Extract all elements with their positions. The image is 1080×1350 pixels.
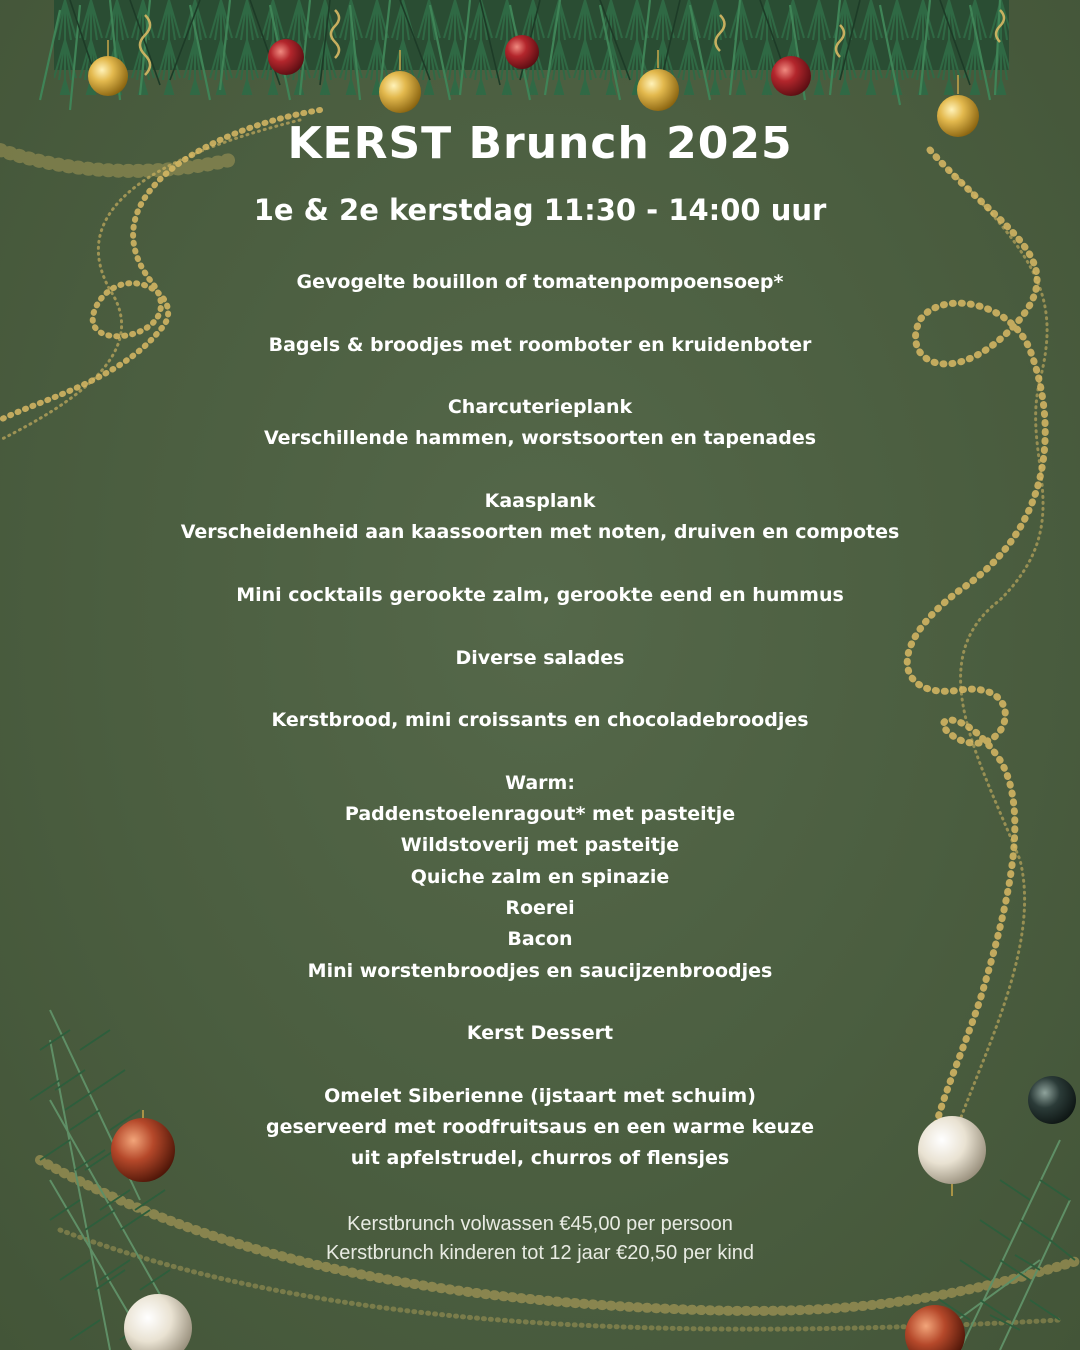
- menu-list: [0, 267, 1080, 1175]
- menu-item: Verscheidenheid aan kaassoorten met noten, druiven en compotes: [180, 521, 900, 544]
- menu-item: Mini worstenbroodjes en saucijzenbroodjes: [307, 959, 773, 982]
- menu-item: uit apfelstrudel, churros of flensjes: [350, 1147, 730, 1170]
- menu-item-heading: Kerst Dessert: [466, 1022, 614, 1045]
- menu-item-heading: Charcuterieplank: [447, 396, 633, 419]
- menu-item: Gevogelte bouillon of tomatenpompoensoep*: [296, 271, 784, 293]
- menu-item: Diverse salades: [455, 646, 625, 669]
- poster-subtitle: 1e & 2e kerstdag 11:30 - 14:00 uur: [253, 193, 827, 227]
- menu-item: Wildstoverij met pasteitje: [400, 834, 680, 857]
- menu-item-heading: Warm:: [505, 771, 575, 794]
- menu-item: geserveerd met roodfruitsaus en een warme keuze: [265, 1116, 815, 1139]
- menu-item: Omelet Siberienne (ijstaart met schuim): [324, 1084, 756, 1107]
- menu-item: Verschillende hammen, worstsoorten en tapenades: [263, 427, 817, 450]
- menu-item: Bagels & broodjes met roomboter en kruidenboter: [268, 333, 812, 356]
- poster-title: KERST Brunch 2025: [287, 118, 793, 169]
- menu-item: Roerei: [505, 896, 575, 919]
- menu-item: Mini cocktails gerookte zalm, gerookte eend en hummus: [236, 583, 844, 606]
- price-child: Kerstbrunch kinderen tot 12 jaar €20,50 per kind: [325, 1242, 755, 1264]
- price-list: [0, 1210, 1080, 1268]
- menu-item-heading: Kaasplank: [484, 490, 596, 513]
- price-adult: Kerstbrunch volwassen €45,00 per persoon: [347, 1213, 733, 1235]
- menu-item: Quiche zalm en spinazie: [410, 865, 670, 888]
- menu-item: Bacon: [507, 928, 573, 951]
- menu-item: Paddenstoelenragout* met pasteitje: [344, 803, 736, 826]
- menu-item: Kerstbrood, mini croissants en chocoladebroodjes: [271, 709, 809, 732]
